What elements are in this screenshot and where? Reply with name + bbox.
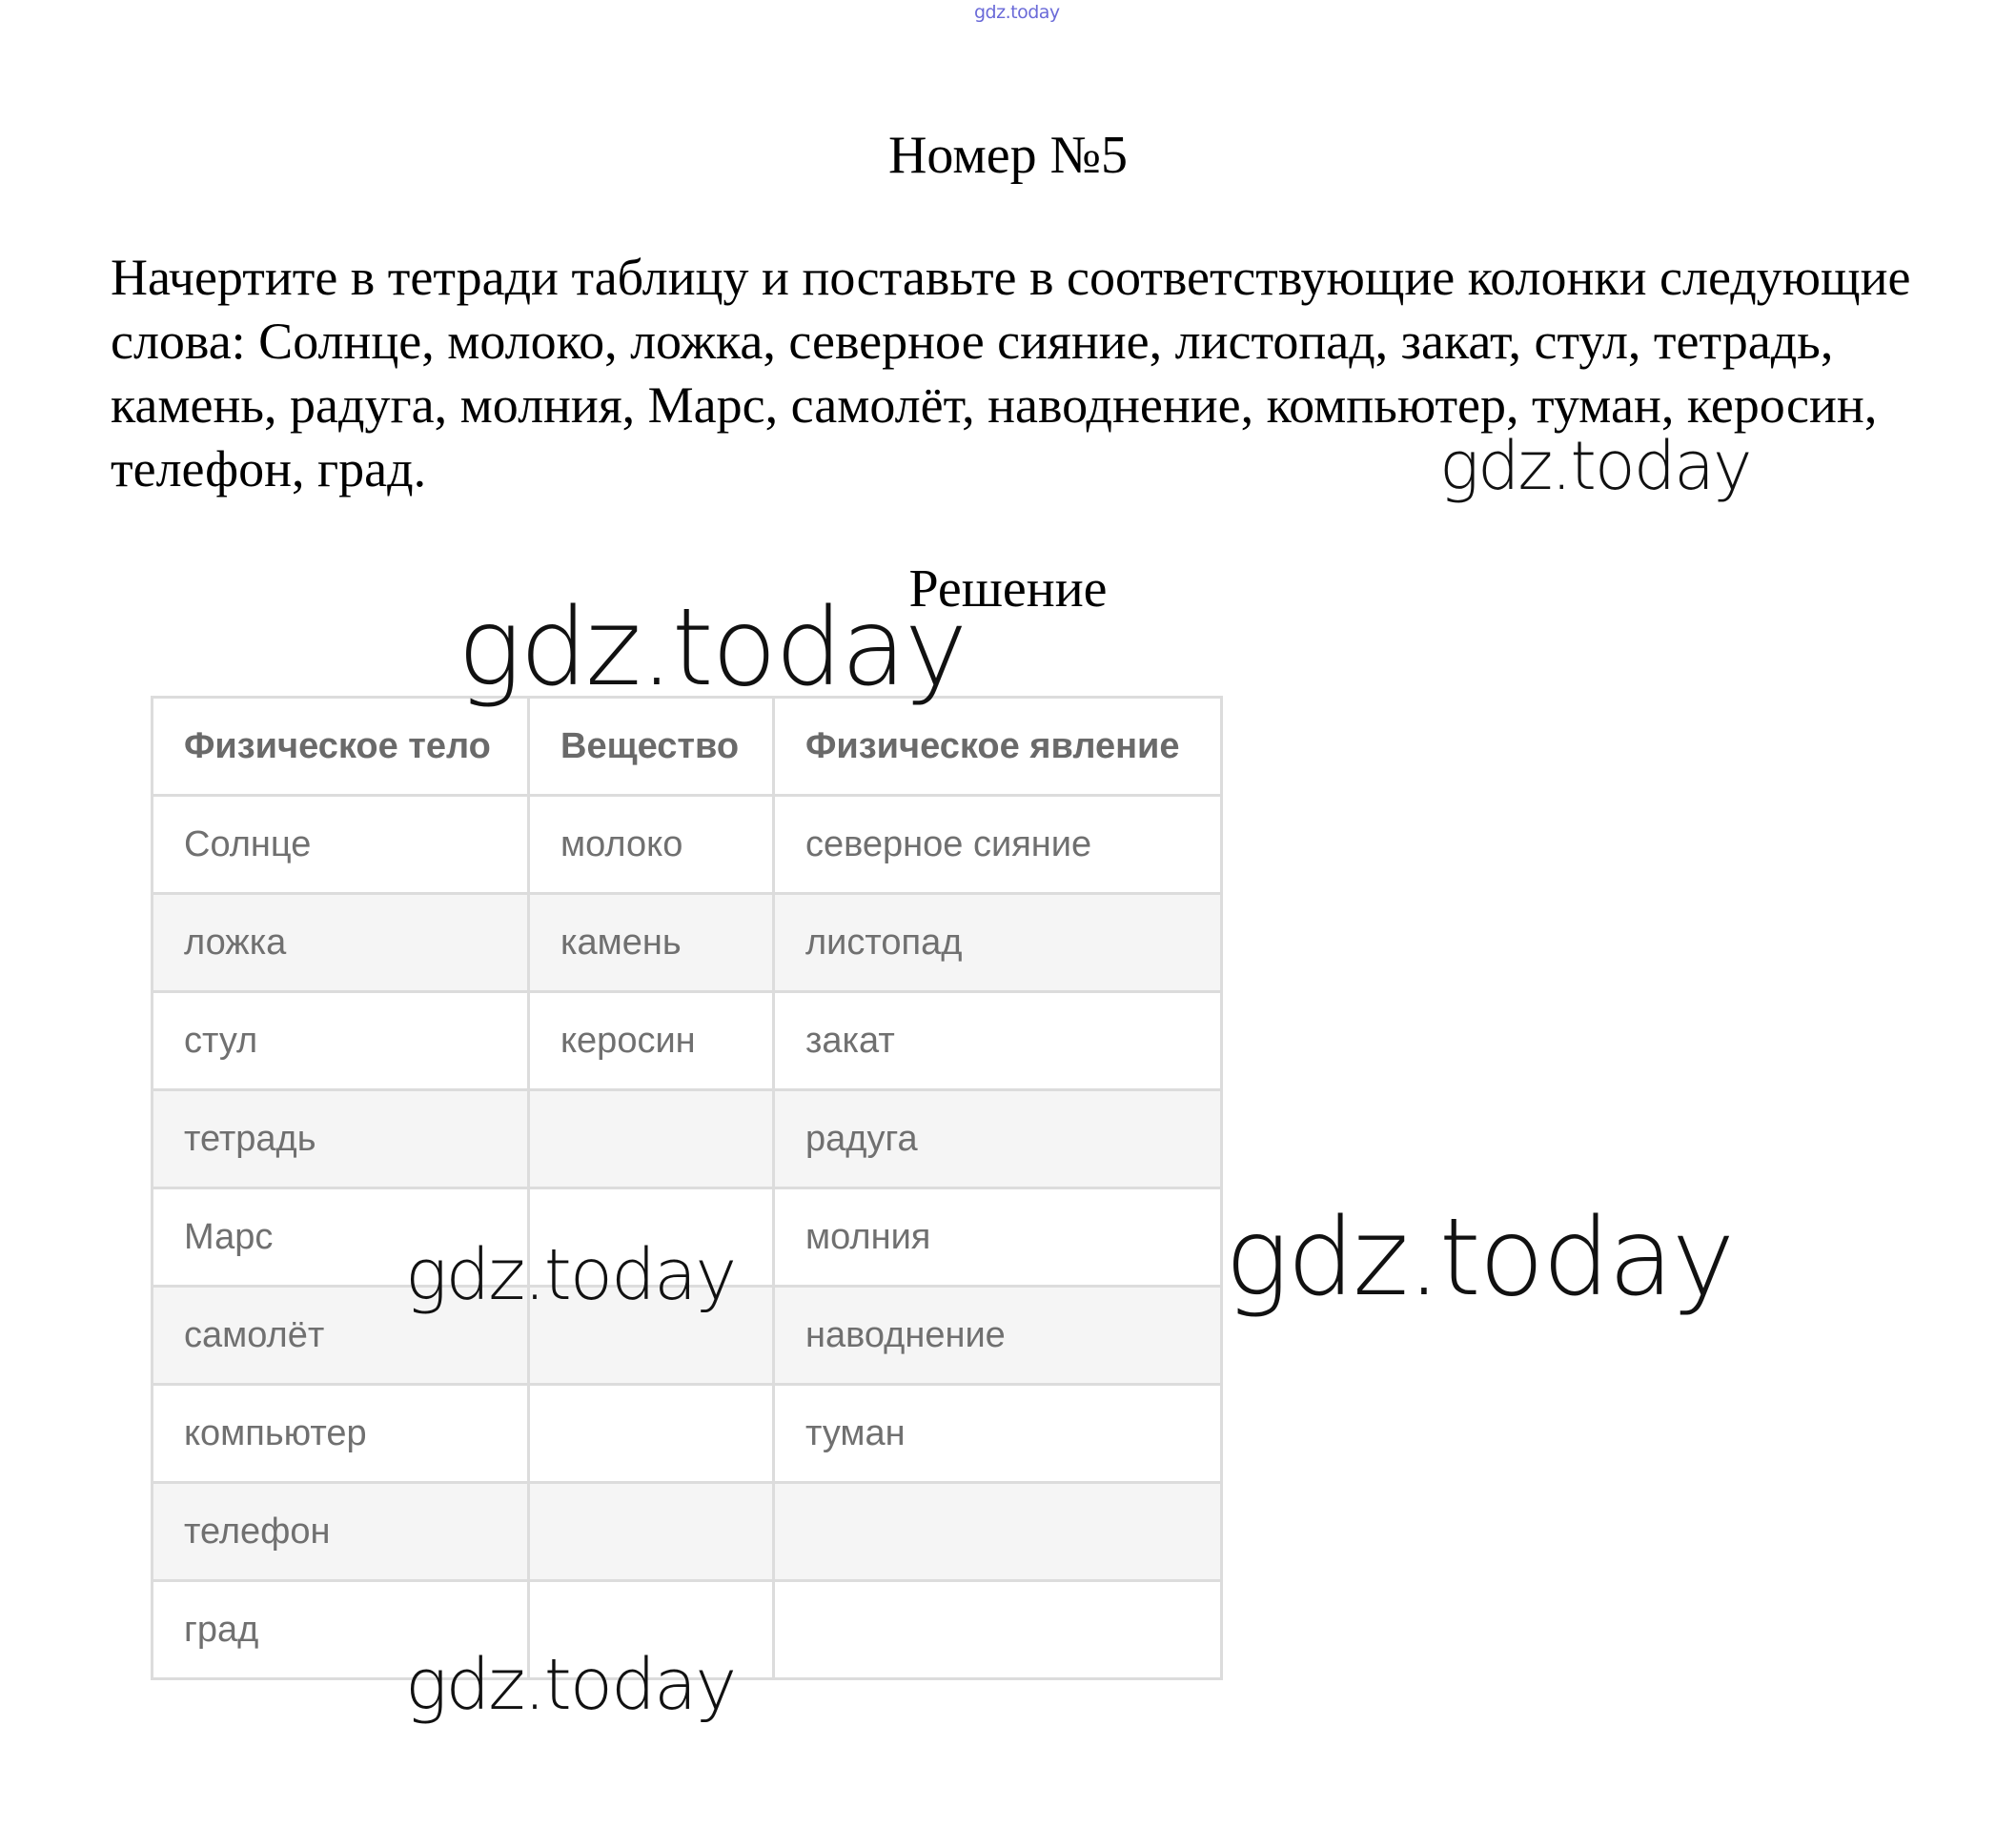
watermark: gdz.today — [458, 586, 967, 710]
table-row — [153, 894, 1222, 992]
table-row — [153, 1090, 1222, 1188]
cell-phenomenon: северное сияние — [774, 796, 1222, 894]
header-physical-phenomenon: Физическое явление — [774, 698, 1222, 796]
cell-body: тетрадь — [153, 1090, 529, 1188]
table-header-row — [153, 698, 1222, 796]
cell-phenomenon: радуга — [774, 1090, 1222, 1188]
cell-substance: керосин — [529, 992, 774, 1090]
cell-substance: камень — [529, 894, 774, 992]
cell-phenomenon: листопад — [774, 894, 1222, 992]
table-row — [153, 796, 1222, 894]
cell-body: компьютер — [153, 1385, 529, 1483]
table-row — [153, 1483, 1222, 1581]
cell-phenomenon — [774, 1581, 1222, 1679]
watermark: gdz.today — [1439, 427, 1751, 505]
cell-substance — [529, 1385, 774, 1483]
cell-body: град — [153, 1581, 529, 1679]
cell-body: Солнце — [153, 796, 529, 894]
watermark: gdz.today — [1225, 1196, 1734, 1320]
cell-phenomenon: наводнение — [774, 1287, 1222, 1385]
cell-phenomenon: закат — [774, 992, 1222, 1090]
watermark: gdz.today — [405, 1644, 736, 1726]
watermark: gdz.today — [405, 1234, 736, 1316]
cell-body: Марс — [153, 1188, 529, 1287]
watermark-top: gdz.today — [974, 2, 1060, 23]
cell-body: телефон — [153, 1483, 529, 1581]
cell-substance — [529, 1090, 774, 1188]
task-text: Начертите в тетради таблицу и поставьте в соответствующие колонки следующие слова: Солнце, молоко, ложка, северное сияние, листопад, закат, стул, тетрадь, камень, радуга, молния, Марс, самолёт, наводнение, компьютер, туман, керосин, телефон, град. — [111, 249, 1911, 497]
cell-substance — [529, 1483, 774, 1581]
header-substance: Вещество — [529, 698, 774, 796]
task-title: Номер №5 — [887, 126, 1129, 185]
cell-substance: молоко — [529, 796, 774, 894]
cell-phenomenon — [774, 1483, 1222, 1581]
table-row — [153, 1385, 1222, 1483]
cell-phenomenon: молния — [774, 1188, 1222, 1287]
header-physical-body: Физическое тело — [153, 698, 529, 796]
cell-body: ложка — [153, 894, 529, 992]
cell-phenomenon: туман — [774, 1385, 1222, 1483]
cell-body: стул — [153, 992, 529, 1090]
table-row — [153, 992, 1222, 1090]
solution-title: Решение — [908, 559, 1108, 619]
answer-table — [151, 696, 1223, 1680]
cell-body: самолёт — [153, 1287, 529, 1385]
